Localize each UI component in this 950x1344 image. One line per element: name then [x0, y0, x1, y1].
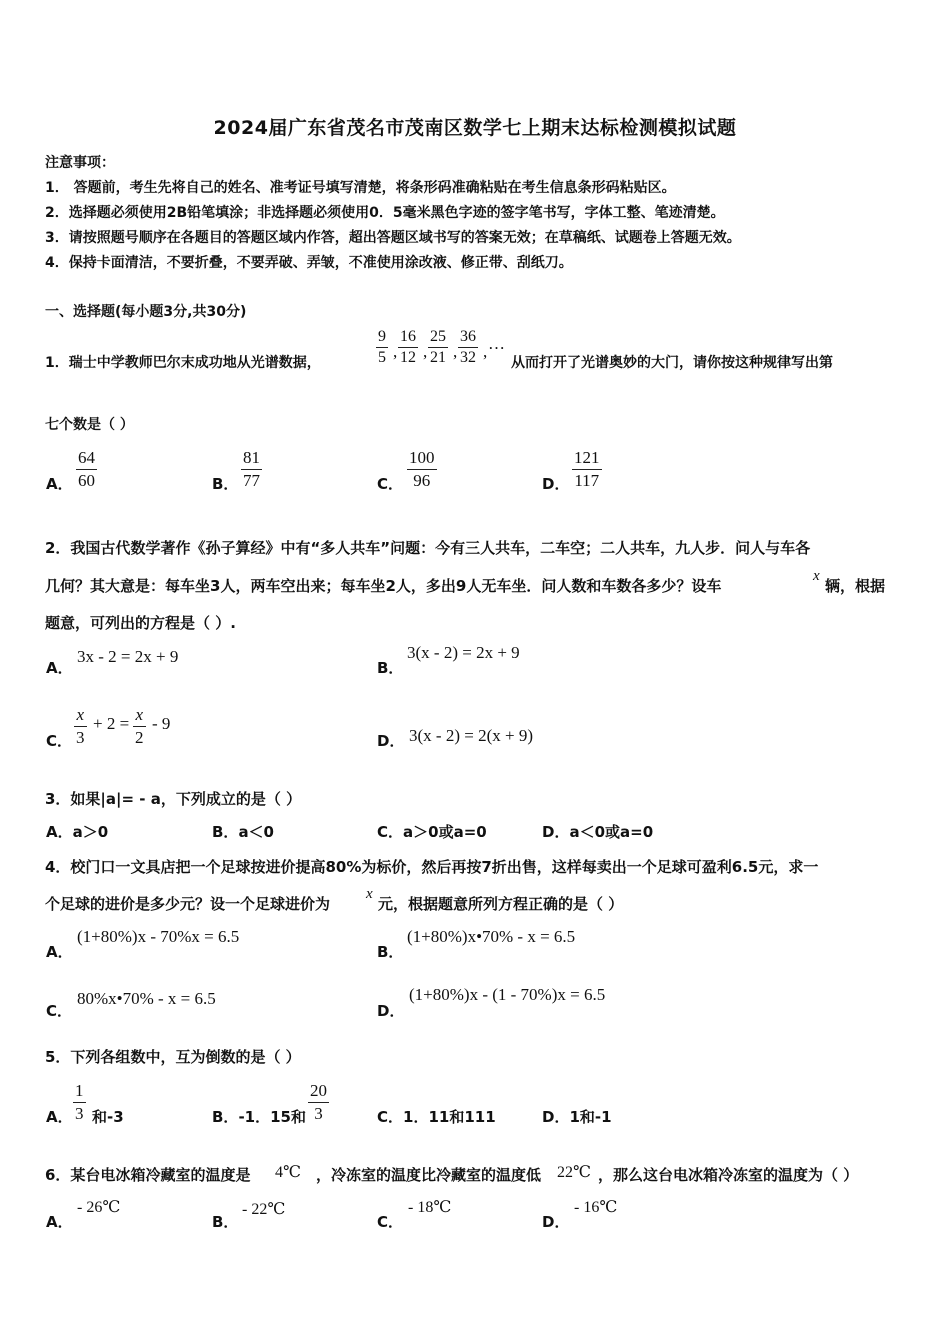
q6-option-a: - 26℃	[77, 1199, 121, 1216]
q2-option-d: 3(x - 2) = 2(x + 9)	[409, 726, 533, 745]
q1-seq-fraction: $\frac{36}{32}$	[460, 328, 476, 366]
q6-option-d: - 16℃	[574, 1199, 618, 1216]
notice-heading: 注意事项：	[45, 155, 115, 171]
q2-option-c-tail: - 9	[152, 714, 171, 733]
q3-option-b: B．a＜0	[212, 823, 274, 841]
q2-text: 2．我国古代数学著作《孙子算经》中有“多人共车”问题：今有三人共车，二车空；二人共车，九人步．问人与车各	[45, 539, 811, 557]
q4-option-label: A．	[46, 943, 73, 961]
q2-option-c-frac: $\frac{x}{2}$	[135, 705, 144, 747]
q4-text: 4．校门口一文具店把一个足球按进价提高80%为标价，然后再按7折出售，这样每卖出一个足球可盈利6.5元，求一	[45, 858, 819, 876]
notice-item: 4．保持卡面清洁，不要折叠，不要弄破、弄皱，不准使用涂改液、修正带、刮纸刀。	[45, 255, 573, 271]
q2-text: 题意，可列出的方程是（ ）.	[45, 614, 236, 632]
q1-sep: ,	[453, 342, 458, 361]
q2-option-label: C．	[46, 732, 73, 750]
q6-option-label: D．	[542, 1213, 570, 1231]
section-heading: 一、选择题(每小题3分,共30分)	[45, 304, 247, 320]
q2-variable: x	[813, 568, 820, 584]
q2-text: 几何？其大意是：每车坐3人，两车空出来；每车坐2人，多出9人无车坐．问人数和车数各多少？设车	[45, 577, 722, 595]
q2-text: 辆，根据	[825, 577, 886, 595]
q1-ellipsis: …	[488, 334, 505, 353]
q6-text: ，冷冻室的温度比冷藏室的温度低	[316, 1166, 542, 1184]
q6-option-c: - 18℃	[408, 1199, 452, 1216]
q1-sep: ,	[423, 342, 428, 361]
q2-option-label: D．	[377, 732, 405, 750]
q4-text: 元，根据题意所列方程正确的是（ ）	[378, 895, 624, 913]
q3-option-c: C．a＞0或a=0	[377, 823, 487, 841]
q4-option-label: B．	[377, 943, 404, 961]
q1-text: 七个数是（ ）	[45, 417, 134, 433]
q4-variable: x	[366, 886, 373, 902]
q2-option-c-mid: + 2 =	[93, 714, 130, 733]
q3-text: 3．如果|a|= - a，下列成立的是（ ）	[45, 790, 302, 808]
q1-seq-fraction: $\frac{9}{5}$	[378, 328, 386, 366]
q5-option-d: D．1和-1	[542, 1108, 612, 1126]
q6-temp: 22℃	[557, 1164, 591, 1181]
q6-text: ，那么这台电冰箱冷冻室的温度为（ ）	[598, 1166, 859, 1184]
q1-sep: ,	[483, 342, 488, 361]
q1-seq-fraction: $\frac{16}{12}$	[400, 328, 416, 366]
q4-option-d: (1+80%)x - (1 - 70%)x = 6.5	[409, 985, 606, 1004]
q6-option-b: - 22℃	[242, 1201, 286, 1218]
q4-option-label: C．	[46, 1002, 73, 1020]
q4-option-c: 80%x•70% - x = 6.5	[77, 989, 216, 1008]
q5-option-a-tail: 和-3	[92, 1108, 124, 1126]
q4-option-label: D．	[377, 1002, 405, 1020]
q1-option-label: D．	[542, 475, 570, 493]
q1-text: 1．瑞士中学教师巴尔末成功地从光谱数据，	[45, 355, 321, 371]
q3-option-a: A．a＞0	[46, 823, 109, 841]
q6-option-label: B．	[212, 1213, 239, 1231]
page-title: 2024届广东省茂名市茂南区数学七上期末达标检测模拟试题	[213, 117, 737, 139]
q1-sep: ,	[393, 342, 398, 361]
q5-text: 5．下列各组数中，互为倒数的是（ ）	[45, 1048, 301, 1066]
q5-option-a-frac: $\frac{1}{3}$	[75, 1081, 84, 1123]
q6-option-label: C．	[377, 1213, 404, 1231]
q1-option-b: $\frac{81}{77}$	[243, 448, 260, 490]
q1-option-a: $\frac{64}{60}$	[78, 448, 95, 490]
q1-option-d: $\frac{121}{117}$	[574, 448, 600, 490]
q2-option-b: 3(x - 2) = 2x + 9	[407, 643, 520, 662]
q5-option-b: B．-1．15和	[212, 1108, 306, 1126]
notice-item: 1． 答题前，考生先将自己的姓名、准考证号填写清楚，将条形码准确粘贴在考生信息条形码粘贴区。	[45, 180, 676, 196]
notice-item: 2．选择题必须使用2B铅笔填涂；非选择题必须使用0．5毫米黑色字迹的签字笔书写，字体工整、笔迹清楚。	[45, 205, 725, 221]
q1-option-label: C．	[377, 475, 404, 493]
q4-option-b: (1+80%)x•70% - x = 6.5	[407, 927, 576, 946]
q5-option-b-frac: $\frac{20}{3}$	[310, 1081, 327, 1123]
q4-option-a: (1+80%)x - 70%x = 6.5	[77, 927, 240, 946]
q1-option-label: A．	[46, 475, 73, 493]
q1-option-label: B．	[212, 475, 239, 493]
q5-option-c: C．1．11和111	[377, 1108, 496, 1126]
q4-text: 个足球的进价是多少元？设一个足球进价为	[45, 895, 331, 913]
q5-option-label: A．	[46, 1108, 73, 1126]
q2-option-a: 3x - 2 = 2x + 9	[77, 647, 179, 666]
q2-option-label: A．	[46, 659, 73, 677]
q1-text: 从而打开了光谱奥妙的大门，请你按这种规律写出第	[511, 355, 833, 371]
q1-option-c: $\frac{100}{96}$	[409, 448, 435, 490]
q6-text: 6．某台电冰箱冷藏室的温度是	[45, 1166, 251, 1184]
q2-option-label: B．	[377, 659, 404, 677]
q2-option-c-frac: $\frac{x}{3}$	[76, 705, 85, 747]
q3-option-d: D．a＜0或a=0	[542, 823, 654, 841]
q6-option-label: A．	[46, 1213, 73, 1231]
q1-seq-fraction: $\frac{25}{21}$	[430, 328, 446, 366]
q6-temp: 4℃	[275, 1164, 301, 1181]
notice-item: 3．请按照题号顺序在各题目的答题区域内作答，超出答题区域书写的答案无效；在草稿纸、试题卷上答题无效。	[45, 230, 741, 246]
